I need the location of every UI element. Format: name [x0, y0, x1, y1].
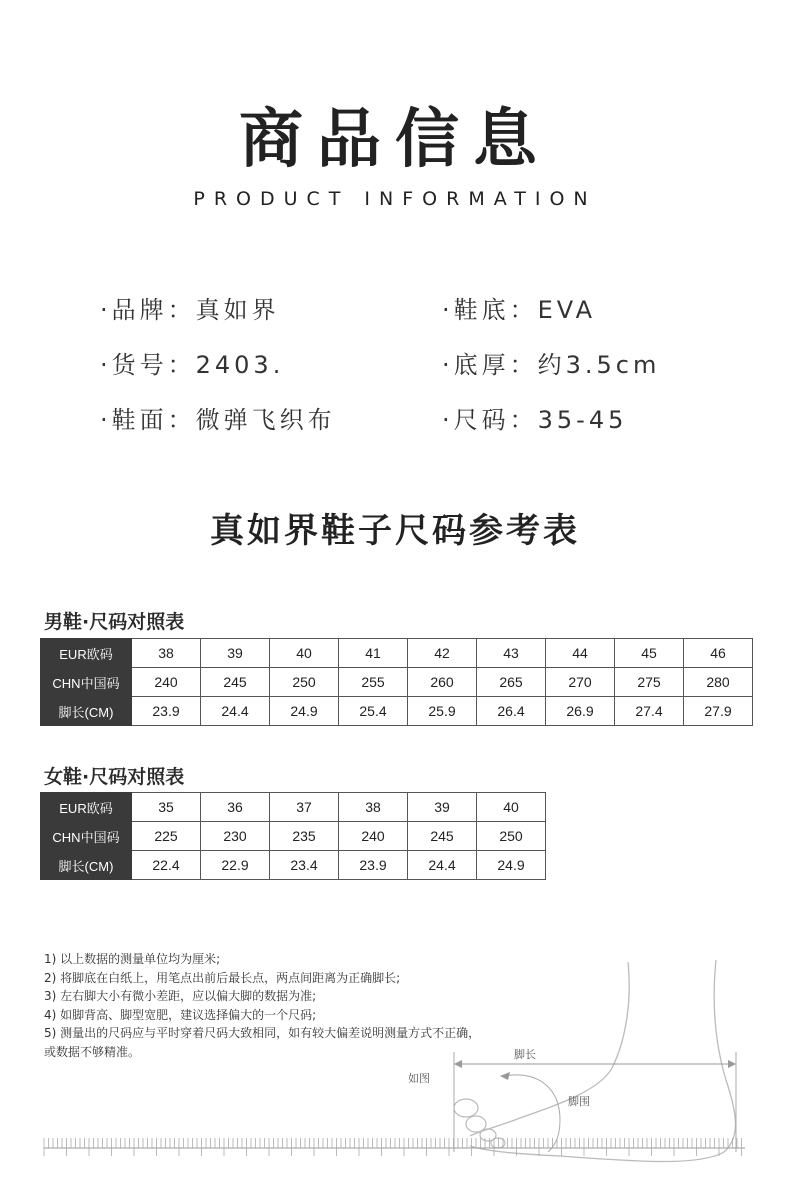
table-row: [41, 697, 753, 726]
label-foot-length: 脚长: [514, 1048, 536, 1061]
table-cell: 37: [270, 793, 339, 822]
info-sole: ·鞋底：EVA: [442, 296, 597, 324]
table-cell: 245: [408, 822, 477, 851]
table-row: [41, 793, 546, 822]
foot-outline: [470, 962, 629, 1136]
info-thickness: ·底厚：约3.5cm: [442, 351, 661, 379]
table-cell: 23.9: [132, 697, 201, 726]
info-item-number: ·货号：2403.: [100, 351, 285, 379]
table-row: [41, 639, 753, 668]
table-cell: 24.9: [270, 697, 339, 726]
row-header: CHN中国码: [41, 822, 132, 851]
men-size-table: [40, 638, 753, 726]
table-cell: 24.9: [477, 851, 546, 880]
table-cell: 23.9: [339, 851, 408, 880]
note-line: 4) 如脚背高、脚型宽肥，建议选择偏大的一个尺码;: [44, 1007, 317, 1022]
note-line: 1) 以上数据的测量单位均为厘米;: [44, 952, 221, 966]
table-cell: 38: [132, 639, 201, 668]
table-cell: 26.4: [477, 697, 546, 726]
table-cell: 43: [477, 639, 546, 668]
heel-outline: [470, 960, 736, 1162]
table-row: [41, 822, 546, 851]
table-cell: 270: [546, 668, 615, 697]
table-cell: 235: [270, 822, 339, 851]
info-size: ·尺码：35-45: [442, 406, 628, 434]
table-cell: 250: [477, 822, 546, 851]
row-header: 脚长(CM): [41, 697, 132, 726]
row-header: EUR欧码: [41, 639, 132, 668]
table-cell: 35: [132, 793, 201, 822]
row-header: EUR欧码: [41, 793, 132, 822]
table-cell: 225: [132, 822, 201, 851]
length-arrow-right-icon: [728, 1060, 736, 1068]
table-cell: 36: [201, 793, 270, 822]
table-cell: 240: [339, 822, 408, 851]
women-size-table: [40, 792, 546, 880]
toe-shape: [466, 1116, 486, 1132]
table-cell: 23.4: [270, 851, 339, 880]
table-cell: 275: [615, 668, 684, 697]
table-cell: 27.4: [615, 697, 684, 726]
table-cell: 40: [270, 639, 339, 668]
table-cell: 24.4: [408, 851, 477, 880]
table-cell: 42: [408, 639, 477, 668]
table-cell: 25.4: [339, 697, 408, 726]
table-cell: 38: [339, 793, 408, 822]
table-cell: 44: [546, 639, 615, 668]
table-row: [41, 668, 753, 697]
girth-arrow-icon: [500, 1072, 510, 1080]
row-header: CHN中国码: [41, 668, 132, 697]
table-cell: 245: [201, 668, 270, 697]
page-subtitle: PRODUCT INFORMATION: [193, 188, 597, 210]
men-table-title: 男鞋·尺码对照表: [44, 611, 185, 633]
size-chart-title: 真如界鞋子尺码参考表: [210, 511, 580, 551]
table-cell: 41: [339, 639, 408, 668]
table-cell: 22.4: [132, 851, 201, 880]
info-upper: ·鞋面：微弹飞织布: [100, 406, 336, 434]
toe-shape: [454, 1099, 478, 1117]
row-header: 脚长(CM): [41, 851, 132, 880]
table-cell: 40: [477, 793, 546, 822]
table-cell: 250: [270, 668, 339, 697]
table-cell: 265: [477, 668, 546, 697]
label-foot-girth: 脚围: [568, 1095, 590, 1108]
table-cell: 26.9: [546, 697, 615, 726]
ruler-ticks: [44, 1138, 742, 1156]
table-cell: 39: [201, 639, 270, 668]
table-cell: 27.9: [684, 697, 753, 726]
table-cell: 39: [408, 793, 477, 822]
page-title: 商品信息: [239, 103, 551, 177]
women-table-title: 女鞋·尺码对照表: [44, 766, 185, 788]
info-brand: ·品牌：真如界: [100, 296, 280, 324]
table-cell: 24.4: [201, 697, 270, 726]
table-cell: 255: [339, 668, 408, 697]
table-cell: 280: [684, 668, 753, 697]
table-cell: 230: [201, 822, 270, 851]
note-line: 或数据不够精准。: [44, 1044, 141, 1059]
length-arrow-left-icon: [454, 1060, 462, 1068]
note-line: 5) 测量出的尺码应与平时穿着尺码大致相同，如有较大偏差说明测量方式不正确，: [44, 1026, 481, 1040]
table-cell: 25.9: [408, 697, 477, 726]
note-line: 2) 将脚底在白纸上，用笔点出前后最长点，两点间距离为正确脚长;: [44, 970, 401, 985]
foot-measure-diagram: [0, 940, 790, 1200]
label-as-shown: 如图: [408, 1072, 430, 1085]
note-line: 3) 左右脚大小有微小差距，应以偏大脚的数据为准;: [44, 989, 317, 1003]
table-row: [41, 851, 546, 880]
table-cell: 46: [684, 639, 753, 668]
table-cell: 45: [615, 639, 684, 668]
table-cell: 260: [408, 668, 477, 697]
table-cell: 22.9: [201, 851, 270, 880]
table-cell: 240: [132, 668, 201, 697]
